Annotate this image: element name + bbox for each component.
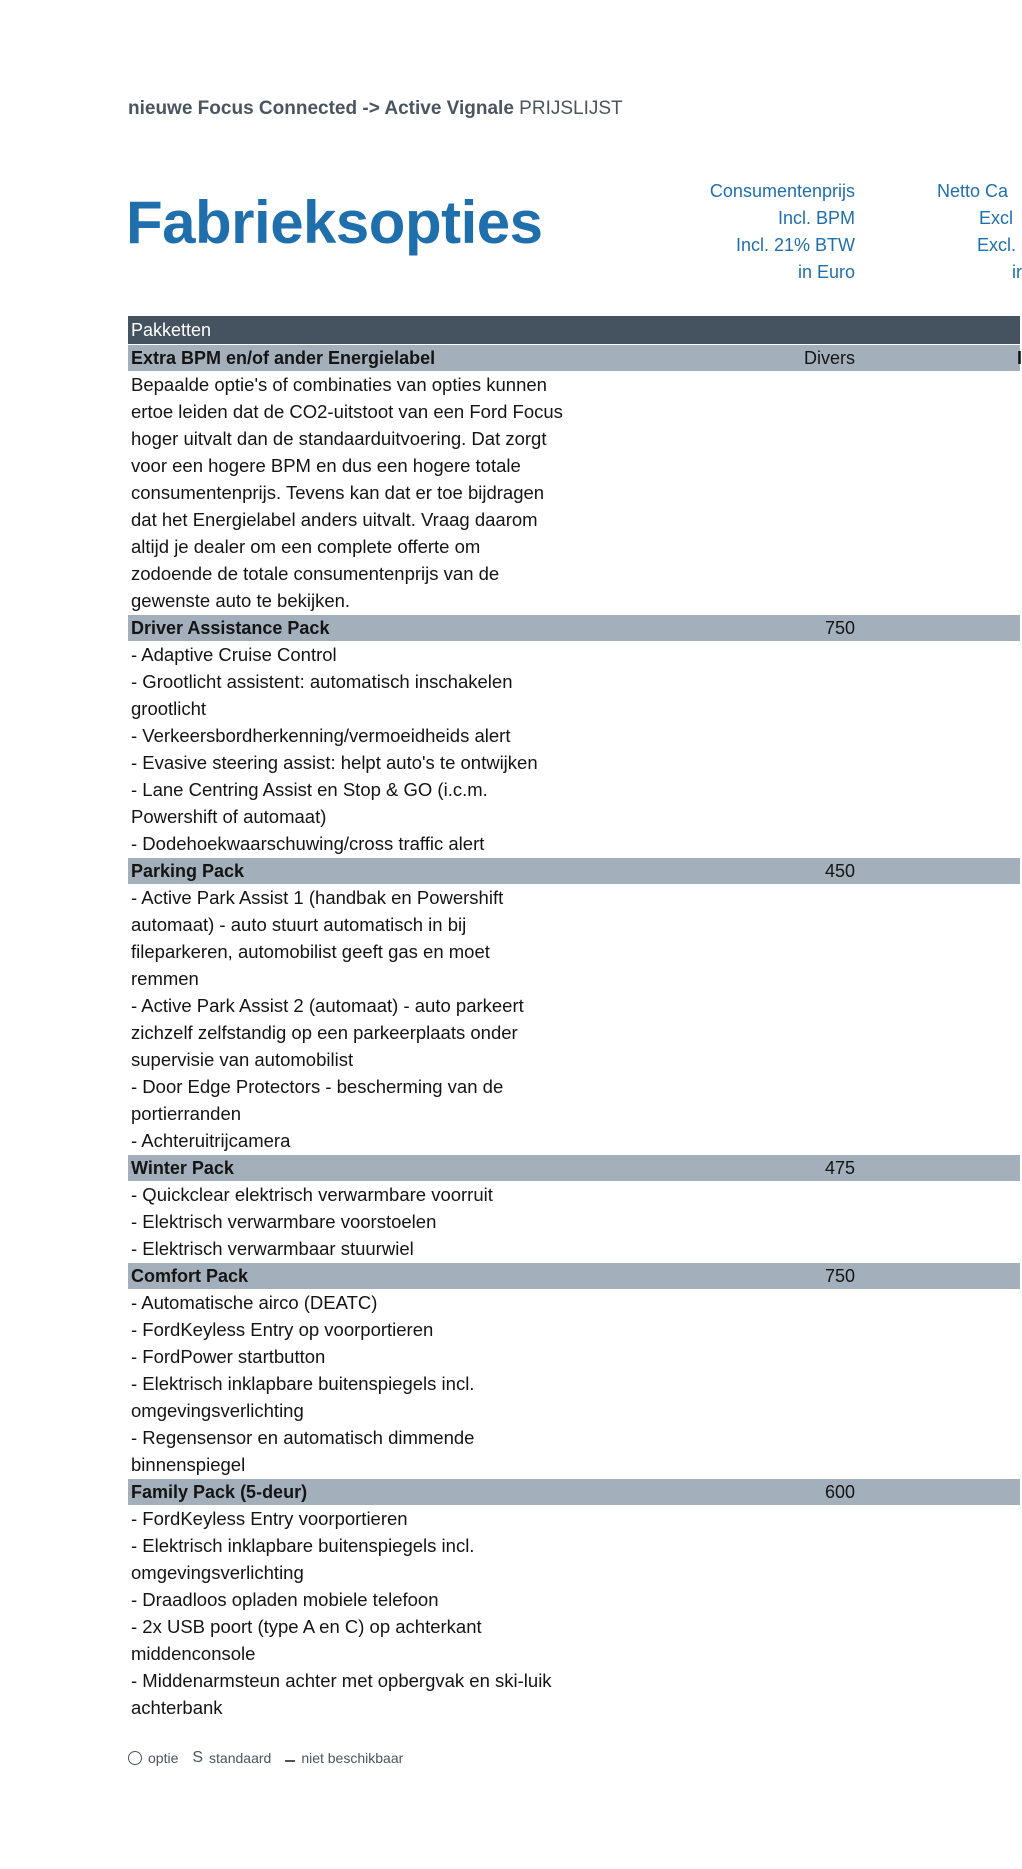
breadcrumb bbox=[128, 98, 623, 120]
package-name: Driver Assistance Pack bbox=[131, 618, 330, 638]
description-line: Powershift of automaat) bbox=[131, 806, 327, 827]
package-price: 600 bbox=[824, 1482, 855, 1502]
breadcrumb-suffix: PRIJSLIJST bbox=[513, 98, 623, 119]
description-line: - 2x USB poort (type A en C) op achterkant bbox=[131, 1616, 482, 1637]
description-line: - Regensensor en automatisch dimmende bbox=[131, 1427, 475, 1448]
consumer-price-header bbox=[710, 178, 855, 286]
legend-optie: optie bbox=[148, 1750, 179, 1766]
options-table bbox=[128, 316, 1020, 1721]
package-description bbox=[128, 371, 671, 614]
package-name: Extra BPM en/of ander Energielabel bbox=[131, 348, 436, 368]
package-price: 450 bbox=[824, 861, 855, 881]
description-line: gewenste auto te bekijken. bbox=[131, 590, 351, 611]
description-line: - FordKeyless Entry voorportieren bbox=[131, 1508, 408, 1529]
description-line: - Quickclear elektrisch verwarmbare voorruit bbox=[131, 1184, 493, 1205]
description-line: - Elektrisch verwarmbaar stuurwiel bbox=[131, 1238, 414, 1259]
description-line: - Evasive steering assist: helpt auto's te ontwijken bbox=[131, 752, 538, 773]
description-line: - Elektrisch inklapbare buitenspiegels incl. bbox=[131, 1373, 475, 1394]
description-line: dat het Energielabel anders uitvalt. Vraag daarom bbox=[131, 509, 538, 530]
package-header-row bbox=[128, 344, 1020, 371]
netto-price-header bbox=[937, 178, 1022, 286]
breadcrumb-model: nieuwe Focus Connected -> Active Vignale bbox=[128, 98, 514, 119]
legend-standaard: standaard bbox=[209, 1750, 272, 1766]
consumer-header-line: Incl. BPM bbox=[777, 208, 855, 228]
description-line: ertoe leiden dat de CO2-uitstoot van een Ford Focus bbox=[131, 401, 563, 422]
description-line: grootlicht bbox=[131, 698, 207, 719]
package-list bbox=[128, 344, 1020, 1721]
description-line: portierranden bbox=[131, 1103, 242, 1124]
description-line: - Elektrisch verwarmbare voorstoelen bbox=[131, 1211, 437, 1232]
package-name: Comfort Pack bbox=[131, 1266, 249, 1286]
package-price: Divers bbox=[803, 348, 855, 368]
description-line: voor een hogere BPM en dus een hogere totale bbox=[131, 455, 521, 476]
legend bbox=[128, 1749, 403, 1767]
description-line: - Achteruitrijcamera bbox=[131, 1130, 291, 1151]
netto-header-line: Excl bbox=[979, 208, 1014, 228]
description-line: - Lane Centring Assist en Stop & GO (i.c.m. bbox=[131, 779, 488, 800]
description-line: automaat) - auto stuurt automatisch in bij bbox=[131, 914, 467, 935]
consumer-header-line: Incl. 21% BTW bbox=[735, 235, 855, 255]
package-description bbox=[128, 1505, 671, 1721]
description-line: omgevingsverlichting bbox=[131, 1562, 304, 1583]
package-header-row bbox=[128, 857, 1020, 884]
niet-dash-icon bbox=[285, 1760, 295, 1762]
package-description bbox=[128, 641, 671, 857]
page-title: Fabrieksopties bbox=[126, 189, 543, 256]
description-line: - Elektrisch inklapbare buitenspiegels incl. bbox=[131, 1535, 475, 1556]
netto-header-line: Netto Ca bbox=[937, 181, 1009, 201]
package-price: 475 bbox=[824, 1158, 855, 1178]
legend-niet: niet beschikbaar bbox=[301, 1750, 404, 1766]
description-line: - FordKeyless Entry op voorportieren bbox=[131, 1319, 434, 1340]
section-header-pakketten: Pakketten bbox=[128, 316, 1020, 344]
description-line: altijd je dealer om een complete offerte om bbox=[131, 536, 481, 557]
description-line: - Dodehoekwaarschuwing/cross traffic alert bbox=[131, 833, 485, 854]
optie-circle-icon bbox=[128, 1751, 142, 1765]
description-line: - Door Edge Protectors - bescherming van de bbox=[131, 1076, 504, 1097]
package-header-row bbox=[128, 614, 1020, 641]
description-line: - Active Park Assist 1 (handbak en Powershift bbox=[131, 887, 504, 908]
description-line: achterbank bbox=[131, 1697, 223, 1718]
description-line: remmen bbox=[131, 968, 199, 989]
description-line: - Grootlicht assistent: automatisch inschakelen bbox=[131, 671, 513, 692]
description-line: fileparkeren, automobilist geeft gas en moet bbox=[131, 941, 490, 962]
description-line: binnenspiegel bbox=[131, 1454, 246, 1475]
description-line: - Middenarmsteun achter met opbergvak en ski-luik bbox=[131, 1670, 552, 1691]
description-line: - Active Park Assist 2 (automaat) - auto parkeert bbox=[131, 995, 524, 1016]
package-name: Winter Pack bbox=[131, 1158, 234, 1178]
package-description bbox=[128, 1289, 671, 1478]
package-header-row bbox=[128, 1262, 1020, 1289]
netto-header-line: Excl. bbox=[977, 235, 1017, 255]
netto-header-line: ir bbox=[1012, 262, 1022, 282]
description-line: middenconsole bbox=[131, 1643, 256, 1664]
package-price: 750 bbox=[824, 618, 855, 638]
description-line: - FordPower startbutton bbox=[131, 1346, 326, 1367]
package-price: 750 bbox=[824, 1266, 855, 1286]
package-header-row bbox=[128, 1478, 1020, 1505]
legend-s-symbol: S bbox=[192, 1749, 204, 1766]
consumer-header-line: in Euro bbox=[797, 262, 855, 282]
description-line: - Adaptive Cruise Control bbox=[131, 644, 337, 665]
package-description bbox=[128, 1181, 671, 1262]
consumer-header-line: Consumentenprijs bbox=[709, 181, 855, 201]
description-line: omgevingsverlichting bbox=[131, 1400, 304, 1421]
package-name: Parking Pack bbox=[131, 861, 245, 881]
description-line: - Draadloos opladen mobiele telefoon bbox=[131, 1589, 439, 1610]
description-line: consumentenprijs. Tevens kan dat er toe bijdragen bbox=[131, 482, 545, 503]
description-line: Bepaalde optie's of combinaties van opties kunnen bbox=[131, 374, 547, 395]
description-line: zichzelf zelfstandig op een parkeerplaats onder bbox=[131, 1022, 518, 1043]
package-description bbox=[128, 884, 671, 1154]
package-header-row bbox=[128, 1154, 1020, 1181]
description-line: - Automatische airco (DEATC) bbox=[131, 1292, 378, 1313]
package-name: Family Pack (5-deur) bbox=[131, 1482, 308, 1502]
description-line: supervisie van automobilist bbox=[131, 1049, 354, 1070]
package-netto-price: I bbox=[1017, 348, 1022, 368]
description-line: zodoende de totale consumentenprijs van de bbox=[131, 563, 500, 584]
description-line: hoger uitvalt dan de standaarduitvoering. Dat zorgt bbox=[131, 428, 547, 449]
description-line: - Verkeersbordherkenning/vermoeidheids alert bbox=[131, 725, 511, 746]
